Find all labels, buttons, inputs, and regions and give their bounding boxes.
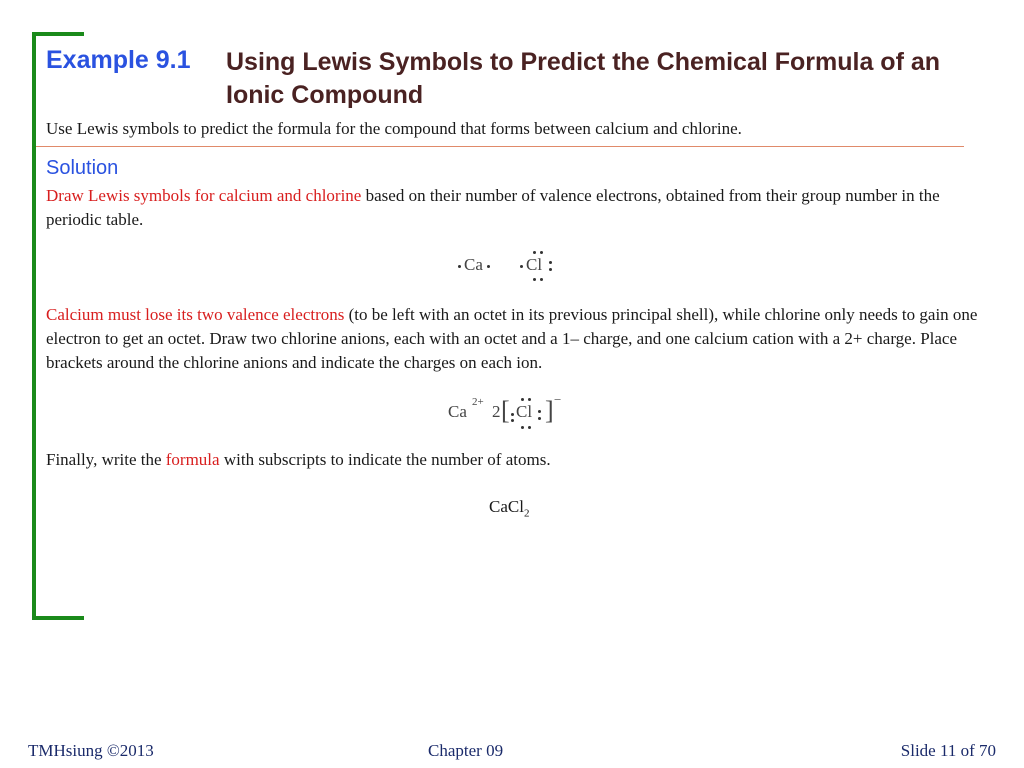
bracket-right: ] xyxy=(545,396,554,425)
electron-dot xyxy=(511,419,514,422)
electron-dot xyxy=(533,251,536,254)
step3-prefix: Finally, write the xyxy=(46,450,166,469)
ion-cl-charge: − xyxy=(554,392,562,407)
solution-heading: Solution xyxy=(46,157,119,179)
step1-text: based on their number of valence electrons, obtained from their group number in the periodic table. xyxy=(46,186,940,229)
ion-cl: Cl xyxy=(516,402,533,421)
footer-author: TMHsiung ©2013 xyxy=(28,741,154,760)
example-label: Example 9.1 xyxy=(46,46,191,74)
step2-paragraph xyxy=(46,303,986,375)
divider xyxy=(36,146,964,147)
electron-dot xyxy=(520,265,523,268)
electron-dot xyxy=(521,426,524,429)
step3-text: with subscripts to indicate the number of atoms. xyxy=(219,450,551,469)
step3-highlight: formula xyxy=(165,450,220,469)
electron-dot xyxy=(538,410,541,413)
formula-base: CaCl xyxy=(489,497,524,516)
electron-dot xyxy=(549,261,552,264)
lewis-cl: Cl xyxy=(526,255,543,274)
electron-dot xyxy=(538,417,541,420)
electron-dot xyxy=(540,278,543,281)
problem-statement: Use Lewis symbols to predict the formula for the compound that forms between calcium and chlorine. xyxy=(46,119,742,138)
footer-slide-number: Slide 11 of 70 xyxy=(900,741,996,760)
electron-dot xyxy=(528,426,531,429)
electron-dot xyxy=(533,278,536,281)
bracket-left: [ xyxy=(501,396,510,425)
electron-dot xyxy=(458,265,461,268)
lewis-symbols-ions xyxy=(448,394,568,432)
slide-title: Using Lewis Symbols to Predict the Chemical Formula of an Ionic Compound xyxy=(226,48,941,109)
formula-subscript: 2 xyxy=(523,507,530,520)
electron-dot xyxy=(540,251,543,254)
electron-dot xyxy=(528,398,531,401)
electron-dot xyxy=(521,398,524,401)
lewis-ca: Ca xyxy=(464,255,483,274)
electron-dot xyxy=(487,265,490,268)
ion-ca: Ca xyxy=(448,402,467,421)
step1-highlight: Draw Lewis symbols for calcium and chlorine xyxy=(46,186,362,205)
lewis-symbols-neutral xyxy=(455,250,565,284)
final-formula xyxy=(489,497,529,519)
electron-dot xyxy=(549,268,552,271)
step2-text: (to be left with an octet in its previous principal shell), while chlorine only needs to gain one electron to get an octet. Draw two chlorine anions, each with an octet and a 1– charge, and one calcium cation with a 2+ charge. Place brackets around the chlorine anions and indicate the charges on each ion. xyxy=(46,305,978,372)
ion-ca-charge: 2+ xyxy=(472,396,484,408)
footer-chapter: Chapter 09 xyxy=(428,741,504,760)
step1-paragraph xyxy=(46,184,986,232)
electron-dot xyxy=(511,413,514,416)
step2-highlight: Calcium must lose its two valence electrons xyxy=(46,305,345,324)
step3-paragraph xyxy=(46,448,986,472)
ion-coefficient: 2 xyxy=(492,402,501,421)
